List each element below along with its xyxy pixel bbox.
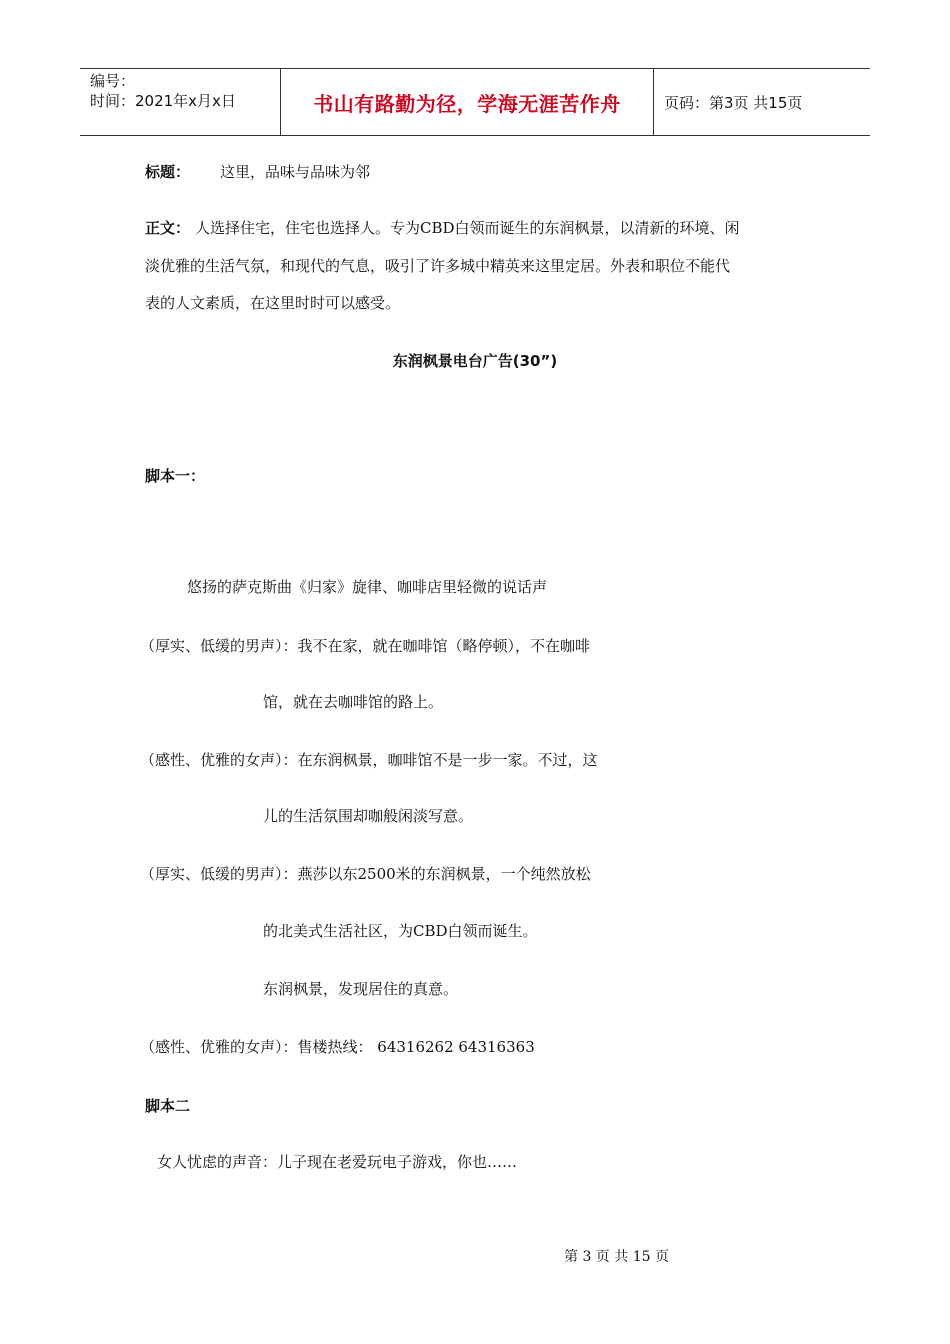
body-line-3: 表的人文素质，在这里时时可以感受。 — [145, 294, 401, 312]
title-text: 这里，品味与品味为邻 — [220, 163, 371, 181]
title-label: 标题： — [145, 163, 191, 181]
script1-label: 脚本一： — [145, 467, 206, 485]
script1-line-4: （感性、优雅的女声）：在东润枫景，咖啡馆不是一步一家。不过，这 — [140, 751, 598, 769]
page-footer: 第 3 页 共 15 页 — [564, 1249, 669, 1265]
script2-line-1: 女人忧虑的声音：儿子现在老爱玩电子游戏，你也…… — [157, 1153, 518, 1171]
body-line-2: 淡优雅的生活气氛，和现代的气息，吸引了许多城中精英来这里定居。外表和职位不能代 — [145, 257, 731, 275]
header-number-label: 编号： — [90, 72, 136, 90]
body-line-1: 人选择住宅，住宅也选择人。专为CBD白领而诞生的东润枫景，以清新的环境、闲 — [195, 219, 740, 237]
header-page-info: 页码：第3页 共15页 — [664, 93, 803, 112]
script1-line-8: 东润枫景，发现居住的真意。 — [263, 980, 459, 998]
header-motto: 书山有路勤为径，学海无涯苦作舟 — [281, 69, 654, 135]
script1-line-5: 儿的生活氛围却咖般闲淡写意。 — [263, 807, 474, 825]
body-label: 正文： — [145, 219, 191, 237]
script1-line-3: 馆，就在去咖啡馆的路上。 — [263, 693, 444, 711]
document-header — [80, 68, 870, 136]
script1-line-6: （厚实、低缓的男声）：燕莎以东2500米的东润枫景，一个纯然放松 — [140, 865, 591, 883]
script1-line-1: 悠扬的萨克斯曲《归家》旋律、咖啡店里轻微的说话声 — [187, 578, 548, 596]
header-meta-cell — [80, 69, 281, 135]
script1-line-2: （厚实、低缓的男声）：我不在家，就在咖啡馆（略停顿），不在咖啡 — [140, 637, 591, 655]
header-time-label: 时间：2021年x月x日 — [90, 92, 236, 110]
script2-label: 脚本二 — [145, 1097, 191, 1115]
radio-ad-heading: 东润枫景电台广告(30”) — [392, 352, 558, 370]
script1-line-7: 的北美式生活社区，为CBD白领而诞生。 — [263, 922, 538, 940]
script1-line-9: （感性、优雅的女声）：售楼热线： 64316262 64316363 — [140, 1038, 535, 1056]
